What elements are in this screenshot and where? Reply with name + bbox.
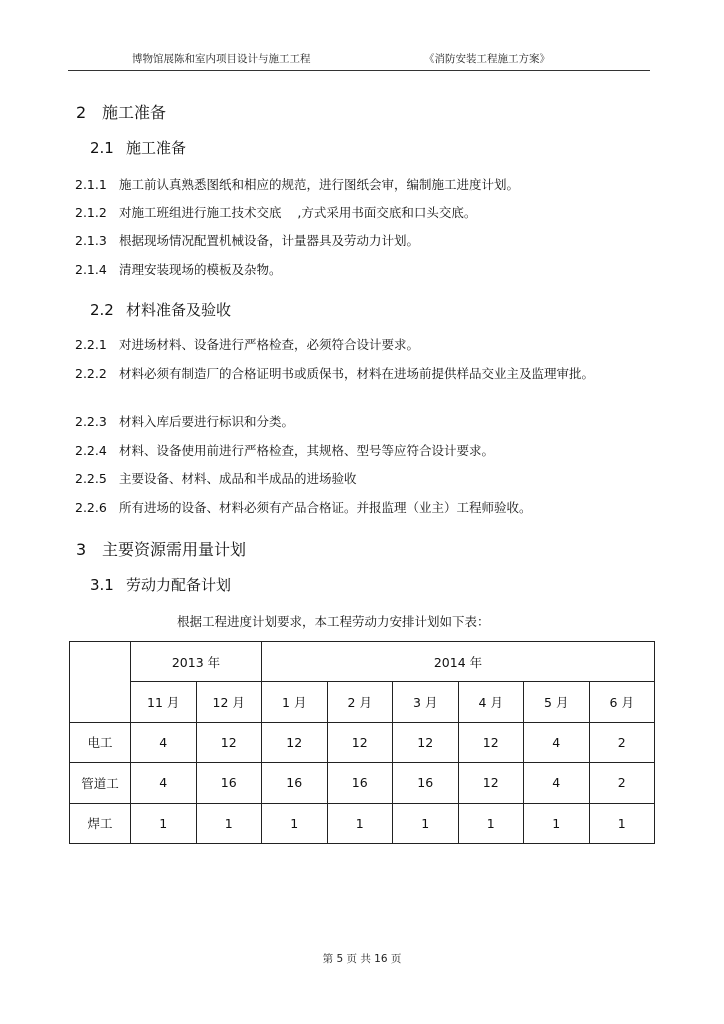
section-3-heading	[76, 537, 246, 560]
header-document-title: 《消防安装工程施工方案》	[424, 53, 550, 65]
section-2-2-title: 材料准备及验收	[126, 301, 232, 319]
value-cell: 1	[327, 803, 393, 843]
section-2-number: 2	[76, 103, 87, 122]
value-cell: 12	[458, 763, 524, 803]
value-cell: 1	[131, 803, 197, 843]
value-cell: 12	[458, 722, 524, 762]
item-text: 主要设备、材料、成品和半成品的进场验收	[119, 471, 357, 486]
item-text: 对进场材料、设备进行严格检查，必须符合设计要求。	[119, 337, 420, 352]
table-corner-cell	[70, 642, 131, 723]
value-cell: 4	[524, 722, 590, 762]
month-cell: 11 月	[131, 682, 197, 722]
month-cell: 1 月	[262, 682, 328, 722]
value-cell: 2	[589, 763, 655, 803]
item-number: 2.2.4	[75, 443, 107, 458]
list-item-2-1-3	[75, 232, 635, 250]
item-text: 材料入库后要进行标识和分类。	[119, 414, 295, 429]
section-2-1-number: 2.1	[90, 139, 114, 157]
header-project-title: 博物馆展陈和室内项目设计与施工工程	[132, 53, 311, 65]
value-cell: 16	[262, 763, 328, 803]
list-item-2-2-3	[75, 413, 635, 431]
list-item-2-1-4	[75, 261, 635, 279]
value-cell: 12	[393, 722, 459, 762]
trade-cell: 管道工	[70, 763, 131, 803]
value-cell: 16	[393, 763, 459, 803]
list-item-2-2-4	[75, 442, 635, 460]
value-cell: 12	[327, 722, 393, 762]
item-number: 2.1.4	[75, 262, 107, 277]
header-rule	[68, 70, 650, 71]
table-row-years	[70, 642, 655, 682]
month-cell: 6 月	[589, 682, 655, 722]
value-cell: 1	[262, 803, 328, 843]
value-cell: 1	[196, 803, 262, 843]
item-number: 2.1.1	[75, 177, 107, 192]
value-cell: 16	[196, 763, 262, 803]
table-row-months	[70, 682, 655, 722]
value-cell: 4	[131, 763, 197, 803]
value-cell: 12	[262, 722, 328, 762]
value-cell: 1	[393, 803, 459, 843]
section-2-1-heading	[90, 137, 186, 158]
item-text: 所有进场的设备、材料必须有产品合格证。并报监理（业主）工程师验收。	[119, 500, 532, 515]
table-caption: 根据工程进度计划要求，本工程劳动力安排计划如下表：	[177, 614, 490, 629]
section-2-title: 施工准备	[102, 103, 167, 122]
section-2-1-title: 施工准备	[126, 139, 187, 157]
value-cell: 2	[589, 722, 655, 762]
value-cell: 16	[327, 763, 393, 803]
trade-cell: 焊工	[70, 803, 131, 843]
item-text: 材料、设备使用前进行严格检查，其规格、型号等应符合设计要求。	[119, 443, 495, 458]
section-2-heading	[76, 100, 166, 123]
table-row-pipefitter	[70, 763, 655, 803]
item-number: 2.2.1	[75, 337, 107, 352]
item-text: 施工前认真熟悉图纸和相应的规范，进行图纸会审，编制施工进度计划。	[119, 177, 520, 192]
year-2013-cell: 2013 年	[131, 642, 262, 682]
list-item-2-2-6	[75, 499, 635, 517]
value-cell: 4	[524, 763, 590, 803]
month-cell: 4 月	[458, 682, 524, 722]
list-item-2-1-1	[75, 176, 635, 194]
value-cell: 12	[196, 722, 262, 762]
month-cell: 2 月	[327, 682, 393, 722]
list-item-2-2-2	[75, 365, 620, 383]
labor-plan-table	[69, 641, 655, 844]
table-row-electrician	[70, 722, 655, 762]
item-text: 根据现场情况配置机械设备，计量器具及劳动力计划。	[119, 233, 420, 248]
item-number: 2.2.6	[75, 500, 107, 515]
item-text: 材料必须有制造厂的合格证明书或质保书，材料在进场前提供样品交业主及监理审批。	[119, 366, 595, 381]
item-number: 2.2.5	[75, 471, 107, 486]
year-2014-cell: 2014 年	[262, 642, 655, 682]
trade-cell: 电工	[70, 722, 131, 762]
month-cell: 3 月	[393, 682, 459, 722]
value-cell: 1	[458, 803, 524, 843]
item-text: 清理安装现场的模板及杂物。	[119, 262, 282, 277]
page-footer: 第 5 页 共 16 页	[322, 953, 402, 965]
item-number: 2.1.2	[75, 205, 107, 220]
item-number: 2.2.2	[75, 366, 107, 381]
section-3-1-title: 劳动力配备计划	[126, 576, 232, 594]
item-number: 2.2.3	[75, 414, 107, 429]
section-2-2-number: 2.2	[90, 301, 114, 319]
section-2-2-heading	[90, 299, 231, 320]
table-row-welder	[70, 803, 655, 843]
item-text: 对施工班组进行施工技术交底 ,方式采用书面交底和口头交底。	[119, 205, 477, 220]
item-number: 2.1.3	[75, 233, 107, 248]
month-cell: 12 月	[196, 682, 262, 722]
section-3-1-number: 3.1	[90, 576, 114, 594]
list-item-2-2-5	[75, 470, 635, 488]
section-3-number: 3	[76, 540, 87, 559]
value-cell: 1	[589, 803, 655, 843]
list-item-2-1-2	[75, 204, 635, 222]
value-cell: 1	[524, 803, 590, 843]
list-item-2-2-1	[75, 336, 635, 354]
section-3-1-heading	[90, 574, 231, 595]
section-3-title: 主要资源需用量计划	[102, 540, 247, 559]
month-cell: 5 月	[524, 682, 590, 722]
value-cell: 4	[131, 722, 197, 762]
